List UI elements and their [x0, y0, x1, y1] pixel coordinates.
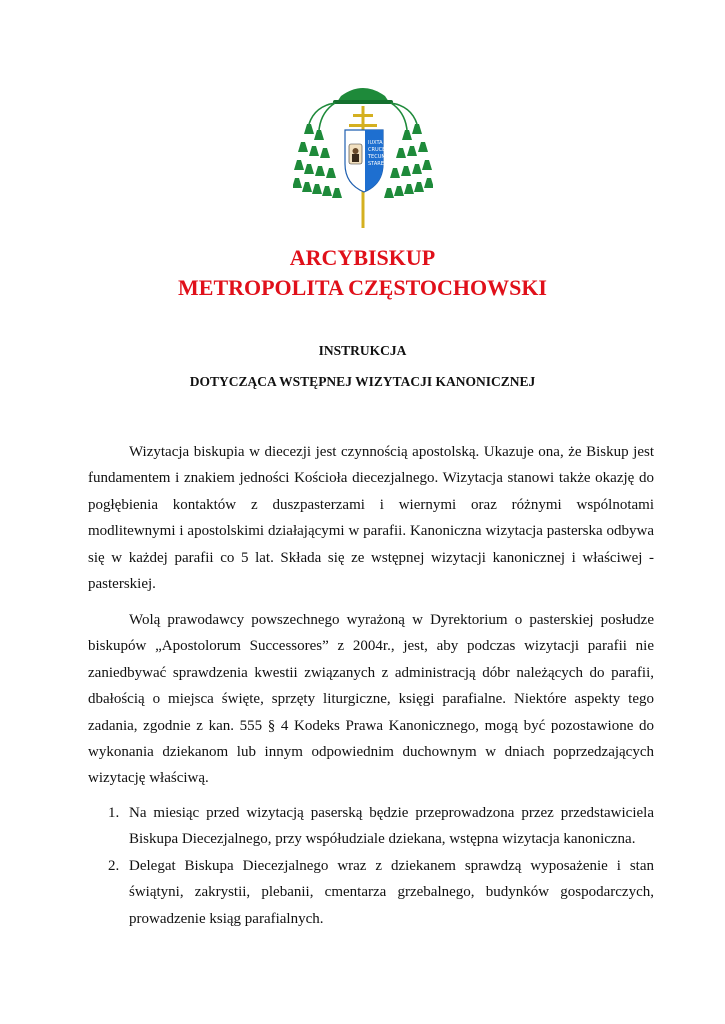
list-item-number: 2. [108, 857, 120, 874]
svg-text:STARE: STARE [368, 161, 384, 167]
header-title-line2: METROPOLITA CZĘSTOCHOWSKI [178, 275, 547, 300]
header-title-line1: ARCYBISKUP [289, 245, 436, 270]
paragraph-2-text: Wolą prawodawcy powszechnego wyrażoną w Dyrektorium o pasterskiej posłudze biskupów „Apostolorum Successores” z 2004r., jest, aby podczas wizytacji parafii nie zaniedbywać sprawdzenia kwestii związanych z administracją dóbr należących do parafii, dbałością o miejsca święte, sprzęty liturgiczne, księgi parafialne. Niektóre aspekty tego zadania, zgodnie z kan. 555 § 4 Kodeks Prawa Kanonicznego, mogą być pozostawione do wykonania dziekanom lub innym odpowiednim duchownym w dniach poprzedzających wizytację właściwą. [88, 612, 654, 787]
svg-text:IUXTA: IUXTA [368, 140, 383, 146]
paragraph-2 [88, 607, 654, 792]
document-subheading: DOTYCZĄCA WSTĘPNEJ WIZYTACJI KANONICZNEJ [189, 374, 536, 389]
paragraph-1 [88, 439, 654, 597]
paragraph-1-text: Wizytacja biskupia w diecezji jest czynnością apostolską. Ukazuje ona, że Biskup jest fundamentem i znakiem jedności Kościoła diecezjalnego. Wizytacja stanowi także okazję do pogłębienia kontaktów z duszpasterzami i wiernymi oraz różnymi wspólnotami modlitewnymi i apostolskimi działającymi w parafii. Kanoniczna wizytacja pasterska odbywa się w każdej parafii co 5 lat. Składa się ze wstępnej wizytacji kanonicznej i właściwej - pasterskiej. [88, 444, 654, 593]
document-heading: INSTRUKCJA [318, 343, 407, 358]
list-item [88, 800, 654, 853]
list-item-text: Delegat Biskupa Diecezjalnego wraz z dziekanem sprawdzą wyposażenie i stan świątyni, zakrystii, plebanii, cmentarza grzebalnego, budynków gospodarczych, prowadzenie ksiąg parafialnych. [129, 857, 654, 927]
list-item [88, 853, 654, 932]
list-item-text: Na miesiąc przed wizytacją paserską będzie przeprowadzona przez przedstawiciela Biskupa Diecezjalnego, przy współudziale dziekana, wstępna wizytacja kanoniczna. [129, 805, 654, 848]
archbishop-coat-of-arms-icon [293, 78, 433, 230]
svg-text:TECUM: TECUM [368, 154, 386, 160]
list-item-number: 1. [108, 805, 120, 821]
svg-text:CRUCEM: CRUCEM [368, 147, 390, 153]
numbered-list [88, 800, 654, 932]
